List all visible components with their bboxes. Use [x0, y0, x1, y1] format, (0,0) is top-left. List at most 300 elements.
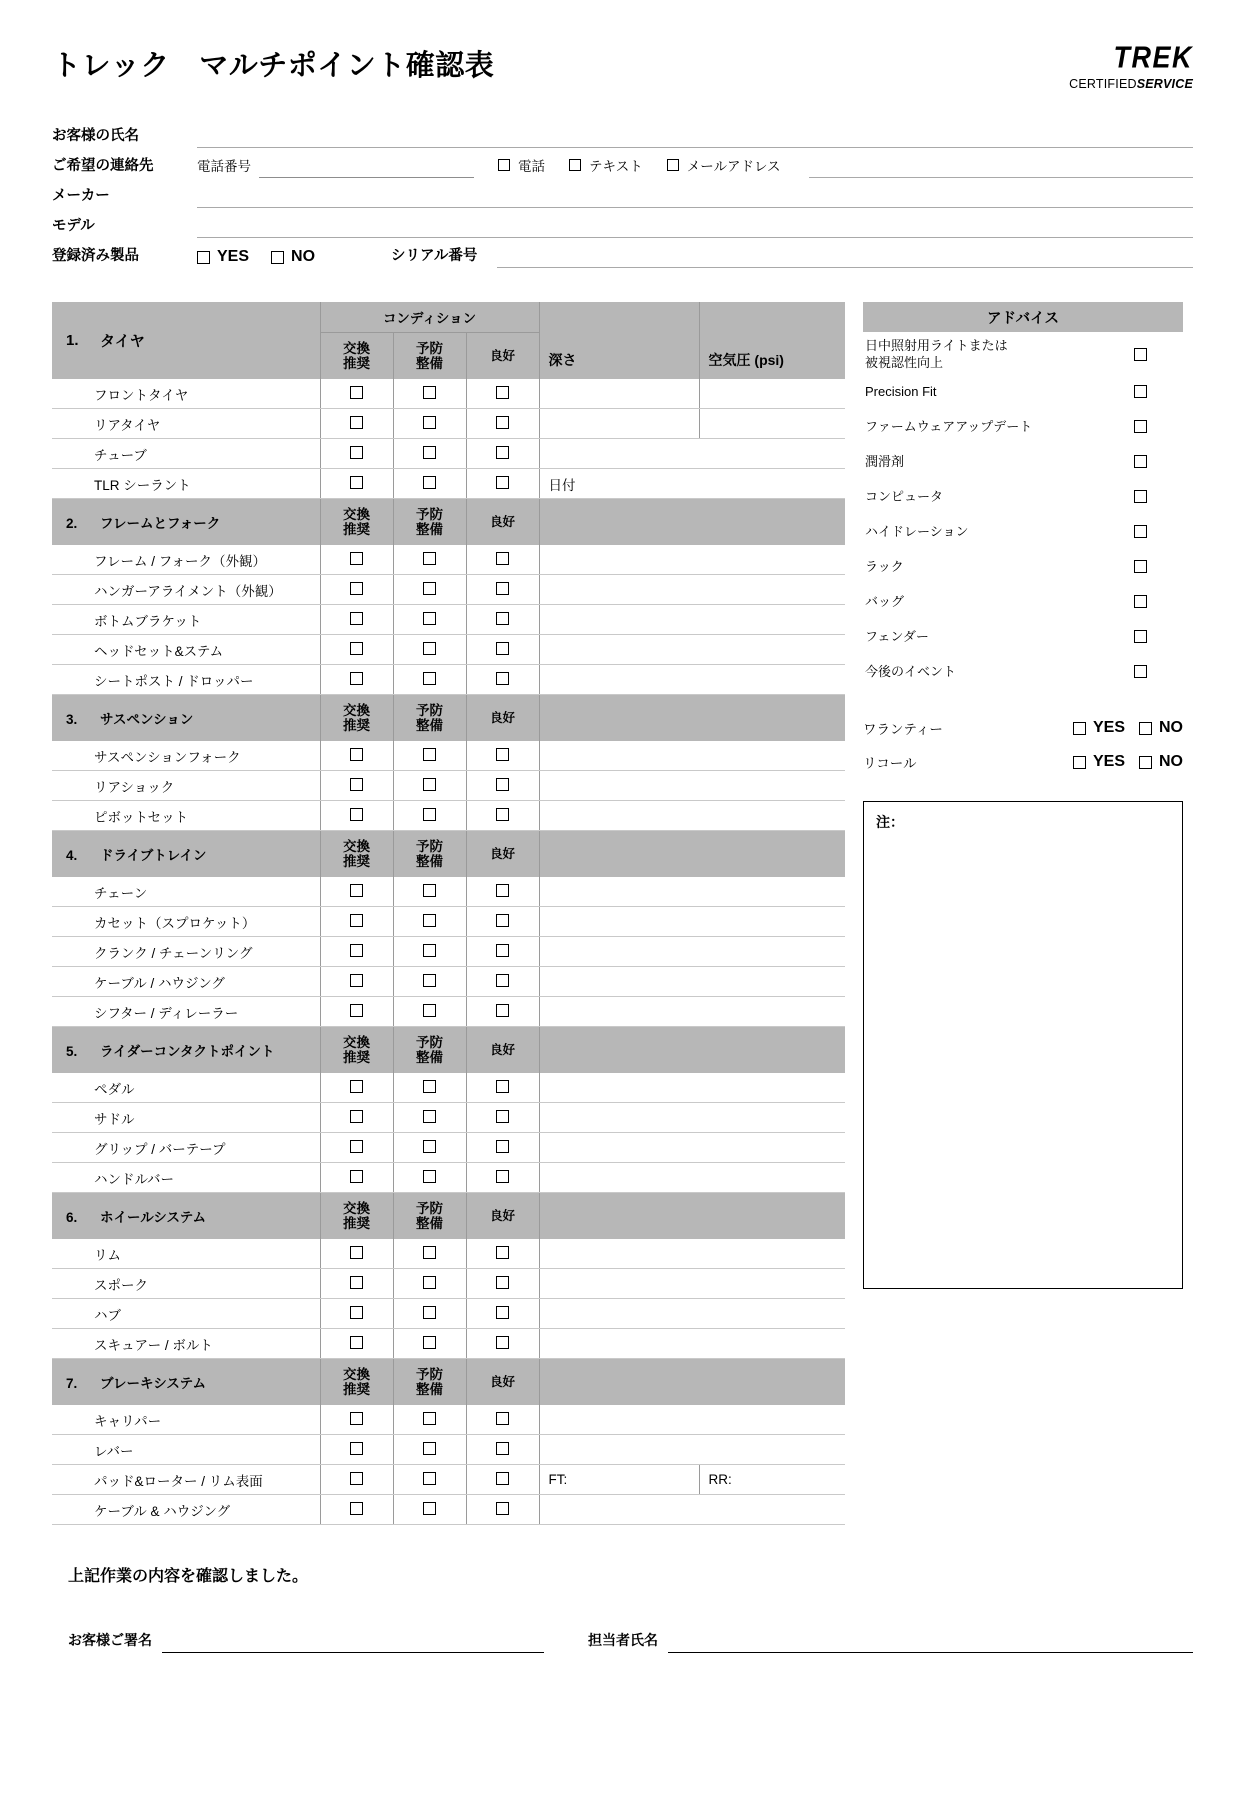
checkbox-icon[interactable]	[496, 672, 509, 685]
inspection-form-page	[0, 40, 1245, 1799]
section-number: 2.	[66, 516, 78, 531]
item-check-good[interactable]	[466, 1239, 539, 1269]
item-check-preventive[interactable]	[393, 605, 466, 635]
checkbox-icon[interactable]	[423, 1110, 436, 1123]
item-note-input[interactable]	[539, 1163, 845, 1193]
table-row	[52, 635, 845, 665]
item-note-input[interactable]	[539, 741, 845, 771]
checkbox-icon[interactable]	[496, 552, 509, 565]
advice-item-label: ラック	[865, 559, 904, 575]
checkbox-icon[interactable]	[350, 416, 363, 429]
checkbox-icon[interactable]	[423, 672, 436, 685]
checkbox-icon[interactable]	[197, 251, 210, 264]
item-check-replace[interactable]	[320, 1163, 393, 1193]
col-replace-line1: 交換	[343, 702, 370, 718]
item-check-good[interactable]	[466, 997, 539, 1027]
table-row	[52, 409, 845, 439]
contact-option-text[interactable]	[569, 155, 643, 178]
contact-option-email[interactable]	[667, 155, 781, 178]
checkbox-icon[interactable]	[350, 1502, 363, 1515]
checkbox-icon[interactable]	[496, 1170, 509, 1183]
item-check-replace[interactable]	[320, 1103, 393, 1133]
item-check-preventive[interactable]	[393, 1465, 466, 1495]
item-note-input[interactable]	[539, 665, 845, 695]
recall-no-option[interactable]	[1139, 753, 1183, 771]
item-check-good[interactable]	[466, 1405, 539, 1435]
customer-name-input[interactable]	[197, 125, 1193, 148]
item-check-replace[interactable]	[320, 1133, 393, 1163]
checkbox-icon[interactable]	[350, 1170, 363, 1183]
item-check-good[interactable]	[466, 1269, 539, 1299]
col-preventive-maintenance	[393, 1027, 466, 1074]
advice-item[interactable]	[863, 334, 1183, 374]
col-preventive-maintenance	[393, 695, 466, 742]
checkbox-icon[interactable]	[423, 808, 436, 821]
item-label: TLR シーラント	[52, 469, 320, 499]
section-number: 5.	[66, 1044, 78, 1059]
item-note-input[interactable]	[539, 1495, 845, 1525]
checkbox-icon[interactable]	[496, 944, 509, 957]
item-depth-input[interactable]	[539, 379, 699, 409]
checkbox-icon[interactable]	[350, 386, 363, 399]
checkbox-icon[interactable]	[350, 446, 363, 459]
item-check-good[interactable]	[466, 741, 539, 771]
checkbox-icon[interactable]	[423, 1170, 436, 1183]
checkbox-icon[interactable]	[496, 884, 509, 897]
checkbox-icon[interactable]	[350, 1472, 363, 1485]
warranty-yes-option[interactable]	[1073, 719, 1125, 737]
checkbox-icon[interactable]	[423, 1472, 436, 1485]
item-check-good[interactable]	[466, 967, 539, 997]
col-preventive-line1: 予防	[416, 1366, 443, 1382]
table-row	[52, 575, 845, 605]
checkbox-icon[interactable]	[350, 1080, 363, 1093]
item-check-replace[interactable]	[320, 1073, 393, 1103]
item-check-good[interactable]	[466, 1073, 539, 1103]
item-depth-input[interactable]	[539, 439, 845, 469]
item-date-input[interactable]: 日付	[539, 469, 845, 499]
col-replace-line1: 交換	[343, 340, 370, 356]
col-good: 良好	[466, 695, 539, 742]
checkbox-icon[interactable]	[350, 612, 363, 625]
checkbox-icon[interactable]	[423, 582, 436, 595]
model-input[interactable]	[197, 215, 1193, 238]
item-check-replace[interactable]	[320, 1329, 393, 1359]
advice-item-label: ハイドレーション	[865, 524, 969, 540]
item-check-preventive[interactable]	[393, 1495, 466, 1525]
item-check-good[interactable]	[466, 545, 539, 575]
item-check-replace[interactable]	[320, 469, 393, 499]
item-check-preventive[interactable]	[393, 967, 466, 997]
item-check-preventive[interactable]	[393, 1435, 466, 1465]
item-check-replace[interactable]	[320, 907, 393, 937]
item-check-preventive[interactable]	[393, 1239, 466, 1269]
checkbox-icon[interactable]	[350, 1140, 363, 1153]
item-check-good[interactable]	[466, 1465, 539, 1495]
checkbox-icon[interactable]	[423, 974, 436, 987]
item-note-input[interactable]	[539, 801, 845, 831]
checkbox-icon[interactable]	[350, 1306, 363, 1319]
item-check-preventive[interactable]	[393, 741, 466, 771]
item-label: チェーン	[52, 877, 320, 907]
item-check-preventive[interactable]	[393, 575, 466, 605]
item-check-replace[interactable]	[320, 439, 393, 469]
checkbox-icon[interactable]	[423, 1502, 436, 1515]
checkbox-icon[interactable]	[423, 476, 436, 489]
notes-box[interactable]	[863, 801, 1183, 1289]
checkbox-icon[interactable]	[423, 884, 436, 897]
checkbox-icon[interactable]	[350, 1004, 363, 1017]
checkbox-icon[interactable]	[423, 1336, 436, 1349]
table-row	[52, 1329, 845, 1359]
phone-number-label: 電話番号	[197, 159, 251, 174]
checkbox-icon[interactable]	[496, 1140, 509, 1153]
item-note-input[interactable]	[539, 575, 845, 605]
advice-item[interactable]	[863, 619, 1183, 654]
item-check-replace[interactable]	[320, 1299, 393, 1329]
checkbox-icon[interactable]	[423, 642, 436, 655]
item-check-preventive[interactable]	[393, 1073, 466, 1103]
item-note-input[interactable]	[539, 605, 845, 635]
col-preventive-line2: 整備	[416, 718, 443, 733]
item-check-preventive[interactable]	[393, 1133, 466, 1163]
item-check-replace[interactable]	[320, 1239, 393, 1269]
advice-item[interactable]	[863, 479, 1183, 514]
item-note-input[interactable]	[539, 771, 845, 801]
recall-yes-option[interactable]	[1073, 753, 1125, 771]
registered-yes-option[interactable]	[197, 248, 249, 268]
checkbox-icon[interactable]	[350, 582, 363, 595]
advice-item-label: コンピュータ	[865, 489, 944, 505]
checkbox-icon[interactable]	[350, 476, 363, 489]
item-check-preventive[interactable]	[393, 409, 466, 439]
advice-item[interactable]	[863, 409, 1183, 444]
section-number: 7.	[66, 1376, 78, 1391]
item-check-good[interactable]	[466, 877, 539, 907]
staff-signature-input[interactable]	[668, 1632, 1193, 1653]
item-check-good[interactable]	[466, 937, 539, 967]
item-check-good[interactable]	[466, 801, 539, 831]
checkbox-icon[interactable]	[350, 748, 363, 761]
checkbox-icon[interactable]	[423, 1306, 436, 1319]
checkbox-icon[interactable]	[423, 1246, 436, 1259]
recall-yes-label: YES	[1092, 753, 1125, 771]
item-check-replace[interactable]	[320, 575, 393, 605]
checkbox-icon[interactable]	[350, 1336, 363, 1349]
advice-item[interactable]	[863, 549, 1183, 584]
checkbox-icon[interactable]	[350, 914, 363, 927]
item-note-input[interactable]	[539, 1435, 845, 1465]
checkbox-icon[interactable]	[496, 1080, 509, 1093]
maker-input[interactable]	[197, 185, 1193, 208]
table-row	[52, 665, 845, 695]
item-check-replace[interactable]	[320, 877, 393, 907]
col-preventive-line1: 予防	[416, 838, 443, 854]
checkbox-icon[interactable]	[423, 778, 436, 791]
item-note-input[interactable]	[539, 997, 845, 1027]
confirmation-text: 上記作業の内容を確認しました。	[68, 1568, 309, 1585]
item-check-preventive[interactable]	[393, 877, 466, 907]
item-check-replace[interactable]	[320, 937, 393, 967]
item-check-replace[interactable]	[320, 1435, 393, 1465]
item-check-preventive[interactable]	[393, 379, 466, 409]
item-check-replace[interactable]	[320, 379, 393, 409]
checkbox-icon[interactable]	[1134, 665, 1147, 678]
checkbox-icon[interactable]	[496, 1472, 509, 1485]
col-replace-recommended	[320, 695, 393, 742]
checkbox-icon[interactable]	[496, 642, 509, 655]
checkbox-icon[interactable]	[423, 1004, 436, 1017]
item-psi-input[interactable]	[699, 409, 845, 439]
checkbox-icon[interactable]	[423, 552, 436, 565]
col-good: 良好	[466, 333, 539, 380]
checkbox-icon[interactable]	[350, 1276, 363, 1289]
customer-name-label: お客様の氏名	[52, 128, 139, 144]
item-check-good[interactable]	[466, 1299, 539, 1329]
depth-header-cell	[539, 302, 699, 379]
checkbox-icon[interactable]	[423, 1412, 436, 1425]
item-check-replace[interactable]	[320, 967, 393, 997]
checkbox-icon[interactable]	[350, 672, 363, 685]
checkbox-icon[interactable]	[496, 416, 509, 429]
item-check-replace[interactable]	[320, 997, 393, 1027]
item-check-good[interactable]	[466, 635, 539, 665]
item-check-good[interactable]	[466, 1495, 539, 1525]
checkbox-icon[interactable]	[423, 748, 436, 761]
item-check-preventive[interactable]	[393, 907, 466, 937]
contact-detail-input[interactable]	[809, 155, 1193, 178]
checkbox-icon[interactable]	[350, 1412, 363, 1425]
checkbox-icon[interactable]	[350, 1246, 363, 1259]
item-check-preventive[interactable]	[393, 635, 466, 665]
item-check-good[interactable]	[466, 605, 539, 635]
item-check-good[interactable]	[466, 907, 539, 937]
checkbox-icon[interactable]	[271, 251, 284, 264]
checkbox-icon[interactable]	[496, 582, 509, 595]
checkbox-icon[interactable]	[496, 1306, 509, 1319]
checkbox-icon[interactable]	[1134, 490, 1147, 503]
checkbox-icon[interactable]	[350, 642, 363, 655]
contact-option-phone[interactable]	[498, 155, 545, 178]
item-check-preventive[interactable]	[393, 1103, 466, 1133]
checkbox-icon[interactable]	[1139, 756, 1152, 769]
item-note-input[interactable]	[539, 967, 845, 997]
item-note-input[interactable]	[539, 1103, 845, 1133]
section-1-title: タイヤ	[100, 333, 145, 350]
checkbox-icon[interactable]	[496, 1246, 509, 1259]
item-front-input[interactable]: FT:	[539, 1465, 699, 1495]
item-check-good[interactable]	[466, 439, 539, 469]
item-check-replace[interactable]	[320, 1495, 393, 1525]
item-check-good[interactable]	[466, 665, 539, 695]
item-check-good[interactable]	[466, 771, 539, 801]
item-check-preventive[interactable]	[393, 469, 466, 499]
item-note-input[interactable]	[539, 937, 845, 967]
item-check-replace[interactable]	[320, 635, 393, 665]
item-note-input[interactable]	[539, 1133, 845, 1163]
phone-number-input[interactable]	[259, 157, 474, 178]
checkbox-icon[interactable]	[496, 386, 509, 399]
item-note-input[interactable]	[539, 1239, 845, 1269]
table-row	[52, 545, 845, 575]
checkbox-icon[interactable]	[496, 808, 509, 821]
section-header-row	[52, 1027, 845, 1074]
item-note-input[interactable]	[539, 635, 845, 665]
checkbox-icon[interactable]	[423, 386, 436, 399]
advice-item[interactable]	[863, 584, 1183, 619]
item-check-preventive[interactable]	[393, 665, 466, 695]
item-check-good[interactable]	[466, 409, 539, 439]
item-check-preventive[interactable]	[393, 997, 466, 1027]
checkbox-icon[interactable]	[423, 416, 436, 429]
checkbox-icon[interactable]	[1134, 348, 1147, 361]
checkbox-icon[interactable]	[1134, 385, 1147, 398]
advice-item[interactable]	[863, 654, 1183, 689]
checkbox-icon[interactable]	[496, 974, 509, 987]
item-check-good[interactable]	[466, 1329, 539, 1359]
table-row	[52, 1495, 845, 1525]
item-psi-input[interactable]	[699, 379, 845, 409]
checkbox-icon[interactable]	[350, 884, 363, 897]
checkbox-icon[interactable]	[496, 1412, 509, 1425]
checkbox-icon[interactable]	[496, 1004, 509, 1017]
registered-no-option[interactable]	[271, 248, 315, 268]
item-check-good[interactable]	[466, 469, 539, 499]
checkbox-icon[interactable]	[498, 159, 510, 171]
advice-item[interactable]	[863, 374, 1183, 409]
item-check-preventive[interactable]	[393, 801, 466, 831]
checkbox-icon[interactable]	[423, 446, 436, 459]
item-check-preventive[interactable]	[393, 1269, 466, 1299]
checkbox-icon[interactable]	[496, 1110, 509, 1123]
depth-header-label: 深さ	[548, 352, 577, 368]
item-check-preventive[interactable]	[393, 1163, 466, 1193]
trek-logo	[1069, 40, 1193, 91]
item-check-preventive[interactable]	[393, 439, 466, 469]
item-check-replace[interactable]	[320, 665, 393, 695]
checkbox-icon[interactable]	[667, 159, 679, 171]
item-note-input[interactable]	[539, 1329, 845, 1359]
item-check-replace[interactable]	[320, 605, 393, 635]
preferred-contact-row	[52, 148, 1193, 178]
item-check-preventive[interactable]	[393, 937, 466, 967]
item-check-replace[interactable]	[320, 1269, 393, 1299]
checkbox-icon[interactable]	[496, 476, 509, 489]
checkbox-icon[interactable]	[1134, 630, 1147, 643]
item-check-good[interactable]	[466, 1163, 539, 1193]
item-note-input[interactable]	[539, 1405, 845, 1435]
item-depth-input[interactable]	[539, 409, 699, 439]
checkbox-icon[interactable]	[423, 1080, 436, 1093]
item-check-replace[interactable]	[320, 409, 393, 439]
checkbox-icon[interactable]	[350, 944, 363, 957]
checkbox-icon[interactable]	[350, 1110, 363, 1123]
checkbox-icon[interactable]	[496, 1442, 509, 1455]
checkbox-icon[interactable]	[1073, 756, 1086, 769]
item-check-preventive[interactable]	[393, 1405, 466, 1435]
item-check-replace[interactable]	[320, 1465, 393, 1495]
advice-item[interactable]	[863, 514, 1183, 549]
item-check-preventive[interactable]	[393, 771, 466, 801]
checkbox-icon[interactable]	[1073, 722, 1086, 735]
item-check-preventive[interactable]	[393, 1329, 466, 1359]
item-note-input[interactable]	[539, 1073, 845, 1103]
table-row	[52, 801, 845, 831]
checkbox-icon[interactable]	[423, 612, 436, 625]
item-check-good[interactable]	[466, 379, 539, 409]
checkbox-icon[interactable]	[1134, 455, 1147, 468]
advice-item[interactable]	[863, 444, 1183, 479]
col-good: 良好	[466, 1027, 539, 1074]
item-check-replace[interactable]	[320, 771, 393, 801]
checkbox-icon[interactable]	[423, 1276, 436, 1289]
item-note-input[interactable]	[539, 1299, 845, 1329]
checkbox-icon[interactable]	[350, 974, 363, 987]
item-check-replace[interactable]	[320, 801, 393, 831]
model-label: モデル	[52, 218, 95, 234]
checkbox-icon[interactable]	[350, 552, 363, 565]
checkbox-icon[interactable]	[496, 748, 509, 761]
checkbox-icon[interactable]	[423, 944, 436, 957]
warranty-no-label: NO	[1159, 719, 1183, 737]
col-replace-recommended	[320, 1359, 393, 1406]
item-note-input[interactable]	[539, 545, 845, 575]
checkbox-icon[interactable]	[496, 1276, 509, 1289]
item-check-good[interactable]	[466, 1103, 539, 1133]
item-label: サドル	[52, 1103, 320, 1133]
item-check-good[interactable]	[466, 1133, 539, 1163]
item-check-preventive[interactable]	[393, 1299, 466, 1329]
item-check-replace[interactable]	[320, 741, 393, 771]
checkbox-icon[interactable]	[496, 1502, 509, 1515]
checkbox-icon[interactable]	[496, 1336, 509, 1349]
checkbox-icon[interactable]	[423, 1140, 436, 1153]
checkbox-icon[interactable]	[496, 914, 509, 927]
item-rear-input[interactable]: RR:	[699, 1465, 845, 1495]
customer-signature-input[interactable]	[162, 1632, 544, 1653]
item-check-replace[interactable]	[320, 545, 393, 575]
checkbox-icon[interactable]	[350, 808, 363, 821]
checkbox-icon[interactable]	[350, 778, 363, 791]
item-check-replace[interactable]	[320, 1405, 393, 1435]
item-note-input[interactable]	[539, 1269, 845, 1299]
item-label: ハンガーアライメント（外観）	[52, 575, 320, 605]
serial-number-input[interactable]	[497, 245, 1193, 268]
notes-label: 注：	[876, 814, 904, 831]
checkbox-icon[interactable]	[569, 159, 581, 171]
item-check-good[interactable]	[466, 575, 539, 605]
checkbox-icon[interactable]	[1139, 722, 1152, 735]
item-check-good[interactable]	[466, 1435, 539, 1465]
checkbox-icon[interactable]	[496, 446, 509, 459]
checkbox-icon[interactable]	[423, 1442, 436, 1455]
col-replace-line1: 交換	[343, 506, 370, 522]
item-note-input[interactable]	[539, 907, 845, 937]
checkbox-icon[interactable]	[350, 1442, 363, 1455]
checkbox-icon[interactable]	[496, 612, 509, 625]
certified-text: CERTIFIED	[1069, 77, 1137, 91]
checkbox-icon[interactable]	[496, 778, 509, 791]
col-replace-line2: 推奨	[343, 522, 370, 537]
checkbox-icon[interactable]	[423, 914, 436, 927]
warranty-no-option[interactable]	[1139, 719, 1183, 737]
item-note-input[interactable]	[539, 877, 845, 907]
checkbox-icon[interactable]	[1134, 595, 1147, 608]
item-check-preventive[interactable]	[393, 545, 466, 575]
checkbox-icon[interactable]	[1134, 420, 1147, 433]
checkbox-icon[interactable]	[1134, 560, 1147, 573]
checkbox-icon[interactable]	[1134, 525, 1147, 538]
